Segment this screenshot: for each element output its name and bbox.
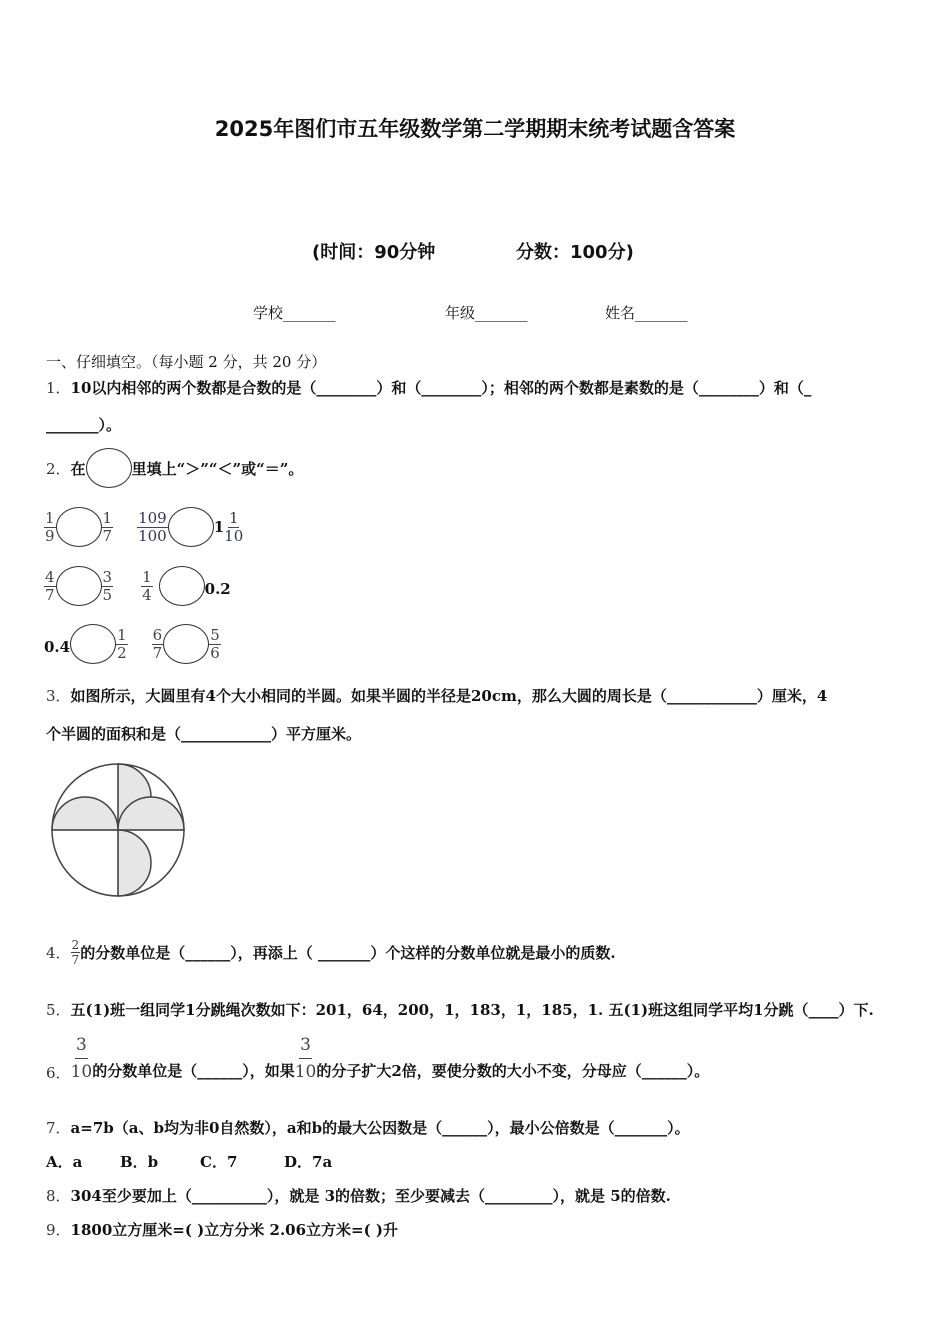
page-title: 2025年图们市五年级数学第二学期期末统考试题含答案	[214, 117, 736, 141]
fraction	[71, 938, 81, 967]
decimal: 0.2	[204, 580, 231, 598]
text: 1	[117, 625, 127, 644]
fraction	[71, 1032, 93, 1085]
grade-field: 年级_______	[445, 304, 528, 322]
fraction	[141, 569, 153, 604]
text: 10	[224, 526, 244, 545]
question-9	[46, 1219, 398, 1240]
question-7	[46, 1117, 690, 1138]
text: 6	[152, 625, 163, 644]
text: 2	[117, 643, 127, 662]
fraction	[116, 627, 128, 662]
text: 1	[45, 508, 55, 527]
text: 7	[45, 585, 55, 604]
q-number: 6．	[46, 1064, 71, 1082]
q6-text1: 的分数单位是（______），如果	[92, 1062, 295, 1080]
decimal: 0.4	[44, 638, 71, 656]
q7-option-b[interactable]: B．b	[120, 1153, 159, 1171]
exam-time: (时间：90分钟	[312, 242, 436, 263]
fraction	[137, 510, 168, 545]
q8-text: 304至少要加上（__________），就是 3的倍数；至少要减去（_________），就是 5的倍数.	[70, 1187, 671, 1205]
fraction	[44, 510, 56, 545]
text: 3	[75, 1032, 88, 1059]
compare-blank[interactable]	[70, 624, 116, 664]
oval-icon	[86, 448, 132, 488]
text: 5	[102, 585, 113, 604]
q2-post: 里填上“＞”“＜”或“＝”。	[131, 459, 304, 478]
compare-row	[44, 566, 231, 606]
question-2	[46, 448, 303, 488]
compare-blank[interactable]	[159, 566, 205, 606]
q7-option-d[interactable]: D．7a	[284, 1153, 333, 1171]
q6-text2: 的分子扩大2倍，要使分数的大小不变，分母应（______）。	[316, 1062, 710, 1080]
q-number: 9．	[46, 1221, 71, 1239]
circle-semicircles-figure	[50, 762, 188, 900]
text: 7	[102, 526, 113, 545]
fraction	[102, 569, 114, 604]
q-number: 1．	[46, 379, 71, 397]
exam-score: 分数：100分)	[516, 242, 634, 263]
text: 7	[71, 953, 80, 967]
question-3	[46, 685, 827, 706]
q5-text: 五(1)班一组同学1分跳绳次数如下：201，64，200，1，183，1，185，1. 五(1)班这组同学平均1分跳（____）下.	[70, 1001, 874, 1019]
text: 7	[152, 643, 163, 662]
text: 9	[45, 526, 55, 545]
text: 5	[210, 625, 220, 644]
question-6	[46, 1032, 709, 1085]
fraction	[152, 627, 164, 662]
q9-text: 1800立方厘米=( )立方分米 2.06立方米=( )升	[70, 1221, 399, 1239]
text: 4	[142, 585, 152, 604]
text: 6	[210, 643, 220, 662]
question-8	[46, 1185, 671, 1206]
text: 3	[299, 1032, 312, 1059]
text: 3	[102, 567, 113, 586]
q1-line1: 10以内相邻的两个数都是合数的是（________）和（________）；相邻的两个数都是素数的是（________）和（_	[70, 379, 812, 397]
compare-row	[44, 507, 243, 547]
school-field: 学校_______	[253, 304, 336, 322]
q-number: 4．	[46, 944, 71, 962]
question-5	[46, 999, 874, 1020]
text: 1	[142, 567, 152, 586]
question-4	[46, 938, 616, 967]
text: 10	[294, 1062, 317, 1082]
compare-blank[interactable]	[56, 507, 102, 547]
text: 1	[102, 508, 113, 527]
compare-blank[interactable]	[56, 566, 102, 606]
text: 4	[45, 567, 55, 586]
name-field: 姓名_______	[605, 304, 688, 322]
text: 109	[138, 508, 167, 527]
q7-option-a[interactable]: A．a	[46, 1153, 83, 1171]
compare-blank[interactable]	[163, 624, 209, 664]
q7-option-c[interactable]: C．7	[200, 1153, 238, 1171]
question-1	[46, 377, 811, 398]
q3-line2: 个半圆的面积和是（____________）平方厘米。	[46, 725, 362, 743]
q-number: 5．	[46, 1001, 71, 1019]
section-heading: 一、仔细填空。（每小题 2 分，共 20 分）	[46, 353, 327, 371]
compare-row	[44, 624, 221, 664]
q-number: 3．	[46, 687, 71, 705]
q1-line2: _______）。	[46, 416, 122, 434]
fraction	[209, 627, 221, 662]
text: 1	[228, 508, 239, 527]
q3-line1: 如图所示，大圆里有4个大小相同的半圆。如果半圆的半径是20cm，那么大圆的周长是（____________）厘米，4	[70, 687, 828, 705]
q4-text: 的分数单位是（______），再添上（ _______）个这样的分数单位就是最小的质数.	[80, 944, 616, 962]
compare-blank[interactable]	[168, 507, 214, 547]
fraction	[295, 1032, 317, 1085]
fraction	[224, 510, 243, 545]
q-number: 2．	[46, 459, 71, 478]
q2-pre: 在	[70, 459, 86, 478]
q-number: 8．	[46, 1187, 71, 1205]
q7-text: a=7b（a、b均为非0自然数），a和b的最大公因数是（______），最小公倍数是（_______）。	[70, 1119, 690, 1137]
text: 100	[138, 526, 167, 545]
text: 2	[71, 938, 80, 952]
whole-number: 1	[213, 518, 225, 536]
q-number: 7．	[46, 1119, 71, 1137]
fraction	[102, 510, 114, 545]
fraction	[44, 569, 56, 604]
text: 10	[70, 1062, 93, 1082]
